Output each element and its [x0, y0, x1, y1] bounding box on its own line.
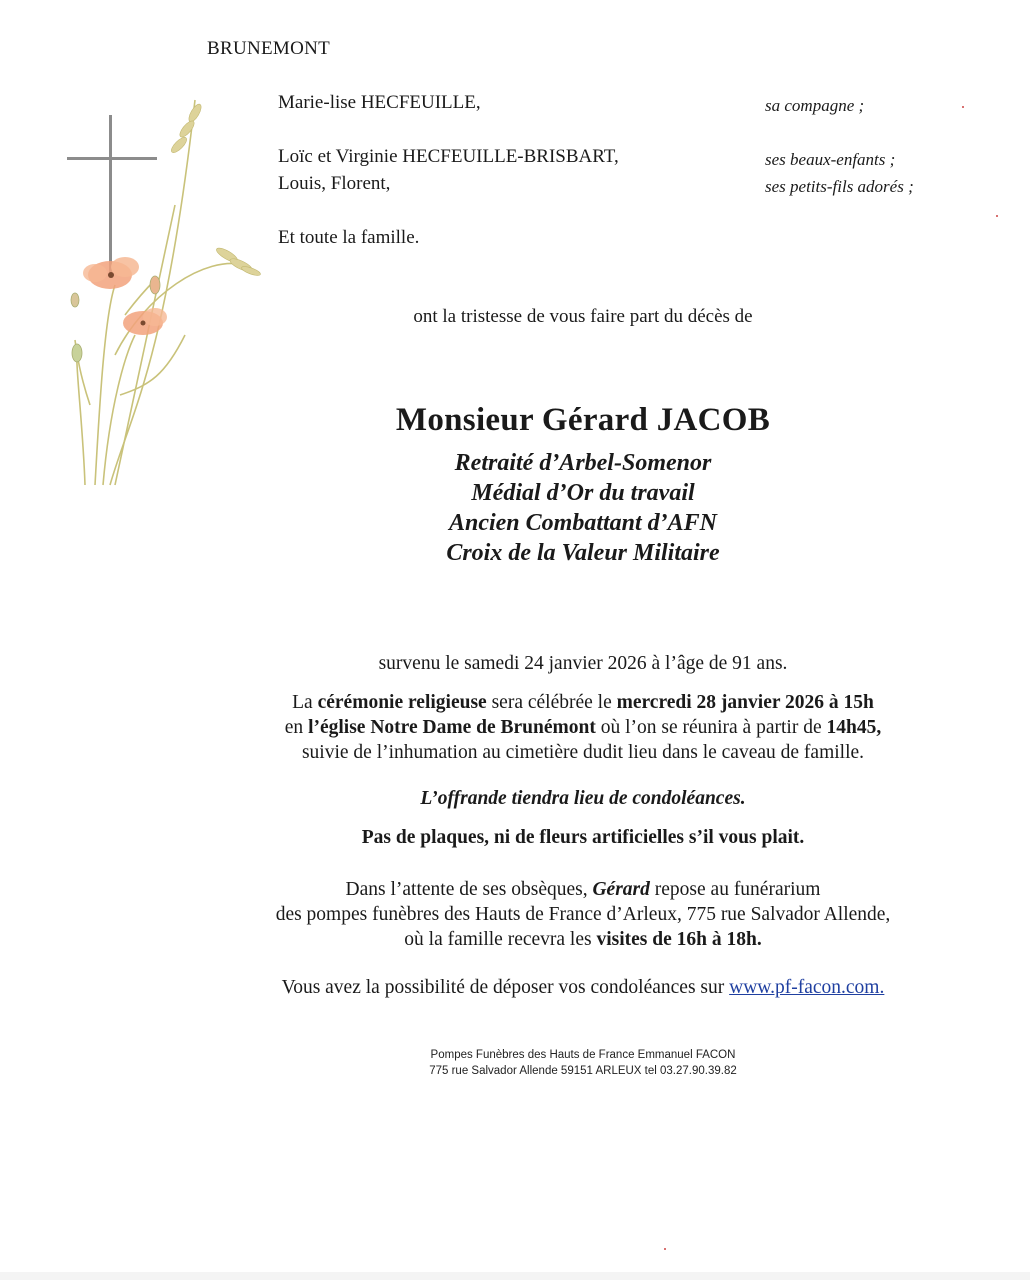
ceremony-details — [0, 690, 1030, 765]
funeral-home-footer — [0, 1047, 1030, 1079]
scan-speck — [962, 106, 964, 108]
deceased-title: Médial d’Or du travail — [471, 480, 695, 506]
family-closing: Et toute la famille. — [278, 227, 420, 248]
scan-speck — [664, 1248, 666, 1250]
deceased-title: Retraité d’Arbel-Somenor — [454, 450, 712, 476]
scan-speck — [996, 215, 998, 217]
deceased-title: Ancien Combattant d’AFN — [448, 510, 718, 536]
town-heading: BRUNEMONT — [207, 38, 331, 59]
family-member-name: Marie-lise HECFEUILLE, — [278, 92, 481, 113]
deceased-name: Monsieur Gérard JACOB — [395, 402, 771, 438]
family-member-name: Louis, Florent, — [278, 173, 391, 194]
no-plaques-notice: Pas de plaques, ni de fleurs artificielles s’il vous plait. — [361, 827, 805, 848]
deceased-title: Croix de la Valeur Militaire — [446, 540, 720, 566]
website-link[interactable]: www.pf-facon.com. — [729, 977, 885, 998]
footer-line: 775 rue Salvador Allende 59151 ARLEUX tel 03.27.90.39.82 — [429, 1065, 737, 1077]
offering-notice: L’offrande tiendra lieu de condoléances. — [420, 788, 746, 809]
repose-line: Dans l’attente de ses obsèques, Gérard repose au funérarium — [345, 879, 821, 900]
footer-line: Pompes Funèbres des Hauts de France Emmanuel FACON — [430, 1049, 736, 1061]
family-relation: ses petits-fils adorés ; — [765, 177, 914, 196]
family-relation: sa compagne ; — [765, 96, 865, 115]
ceremony-line: en l’église Notre Dame de Brunémont où l’on se réunira à partir de 14h45, — [284, 717, 882, 738]
family-relation: ses beaux-enfants ; — [765, 150, 896, 169]
repose-line: des pompes funèbres des Hauts de France d’Arleux, 775 rue Salvador Allende, — [275, 904, 891, 925]
family-member-name: Loïc et Virginie HECFEUILLE-BRISBART, — [278, 146, 619, 167]
repose-details — [0, 877, 1030, 952]
page-edge — [0, 1272, 1030, 1280]
online-condolences: Vous avez la possibilité de déposer vos condoléances sur www.pf-facon.com. — [281, 977, 885, 998]
ceremony-line: suivie de l’inhumation au cimetière dudit lieu dans le caveau de famille. — [301, 742, 865, 763]
ceremony-line: La cérémonie religieuse sera célébrée le mercredi 28 janvier 2026 à 15h — [292, 692, 874, 713]
repose-line: où la famille recevra les visites de 16h à 18h. — [404, 929, 762, 950]
deceased-titles — [0, 448, 1030, 568]
announcement-intro: ont la tristesse de vous faire part du décès de — [413, 306, 753, 327]
poppy-icon — [83, 257, 139, 289]
death-date: survenu le samedi 24 janvier 2026 à l’âge de 91 ans. — [378, 653, 788, 674]
cross-icon — [109, 115, 112, 275]
